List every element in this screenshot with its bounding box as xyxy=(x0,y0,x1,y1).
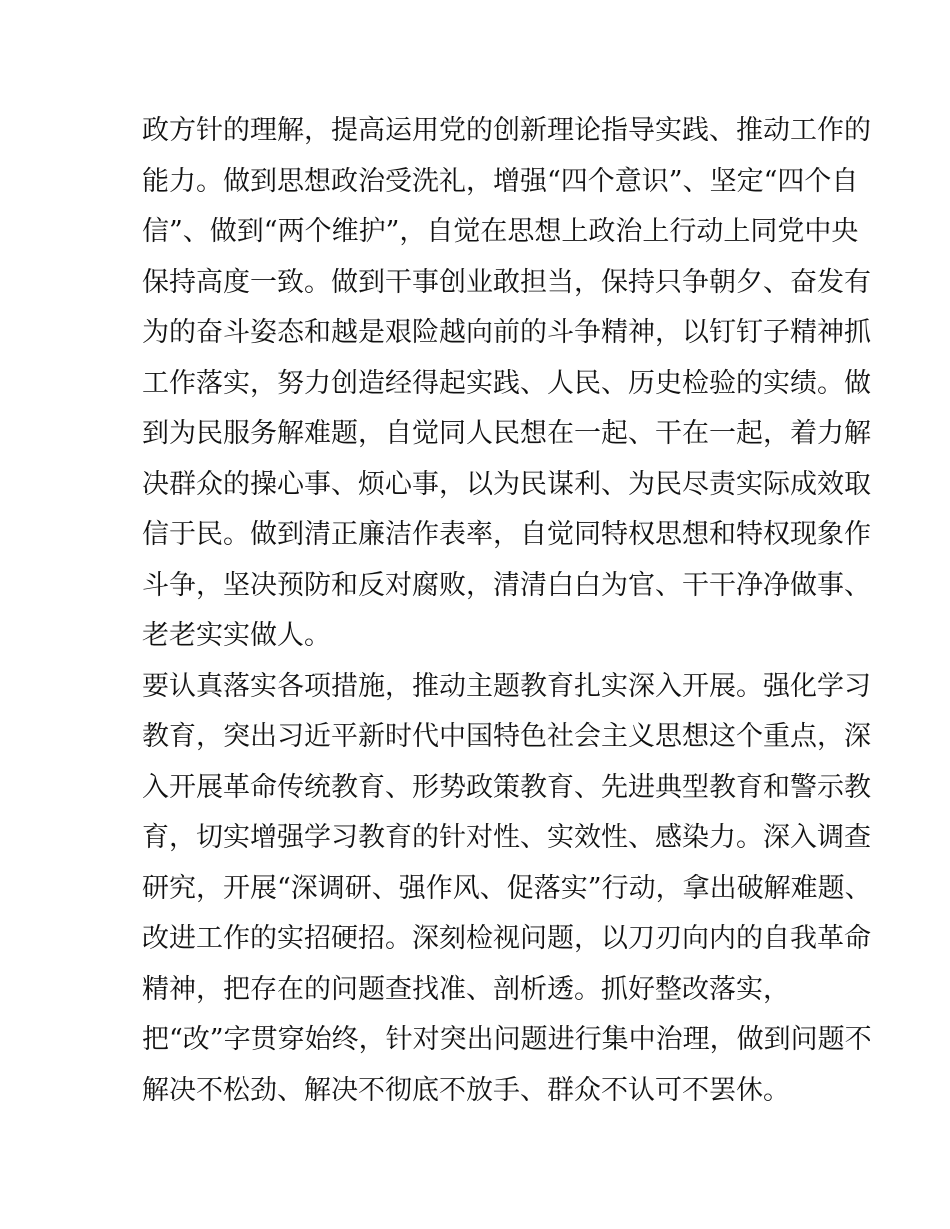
text-line: 能力。做到思想政治受洗礼，增强“四个意识”、坚定“四个自 xyxy=(142,165,859,197)
text-line: 信”、做到“两个维护”，自觉在思想上政治上行动上同党中央 xyxy=(142,216,859,247)
text-line: 斗争，坚决预防和反对腐败，清清白白为官、干干净净做事、 xyxy=(142,569,871,601)
text-line: 为的奋斗姿态和越是艰险越向前的斗争精神，以钉钉子精神抓 xyxy=(142,317,871,348)
text-line: 工作落实，努力创造经得起实践、人民、历史检验的实绩。做 xyxy=(142,367,871,399)
text-line: 到为民服务解难题，自觉同人民想在一起、干在一起，着力解 xyxy=(142,418,871,449)
text-line: 要认真落实各项措施，推动主题教育扎实深入开展。强化学习 xyxy=(142,670,871,702)
text-line: 育，切实增强学习教育的针对性、实效性、感染力。深入调查 xyxy=(142,822,871,853)
text-line: 精神，把存在的问题查找准、剖析透。抓好整改落实， xyxy=(142,973,790,1005)
text-line: 信于民。做到清正廉洁作表率，自觉同特权思想和特权现象作 xyxy=(142,519,871,550)
text-line: 入开展革命传统教育、形势政策教育、先进典型教育和警示教 xyxy=(142,771,871,803)
text-line: 老老实实做人。 xyxy=(142,620,331,651)
text-line: 研究，开展“深调研、强作风、促落实”行动，拿出破解难题、 xyxy=(142,872,872,904)
text-line: 教育，突出习近平新时代中国特色社会主义思想这个重点，深 xyxy=(142,721,871,752)
text-line: 决群众的操心事、烦心事，以为民谋利、为民尽责实际成效取 xyxy=(142,468,871,500)
text-line: 政方针的理解，提高运用党的创新理论指导实践、推动工作的 xyxy=(142,115,871,146)
text-line: 保持高度一致。做到干事创业敢担当，保持只争朝夕、奋发有 xyxy=(142,266,871,298)
text-line: 改进工作的实招硬招。深刻检视问题，以刀刃向内的自我革命 xyxy=(142,923,871,954)
text-line: 把“改”字贯穿始终，针对突出问题进行集中治理，做到问题不 xyxy=(142,1024,872,1055)
text-line: 解决不松劲、解决不彻底不放手、群众不认可不罢休。 xyxy=(142,1074,790,1106)
document-body xyxy=(142,106,872,1116)
